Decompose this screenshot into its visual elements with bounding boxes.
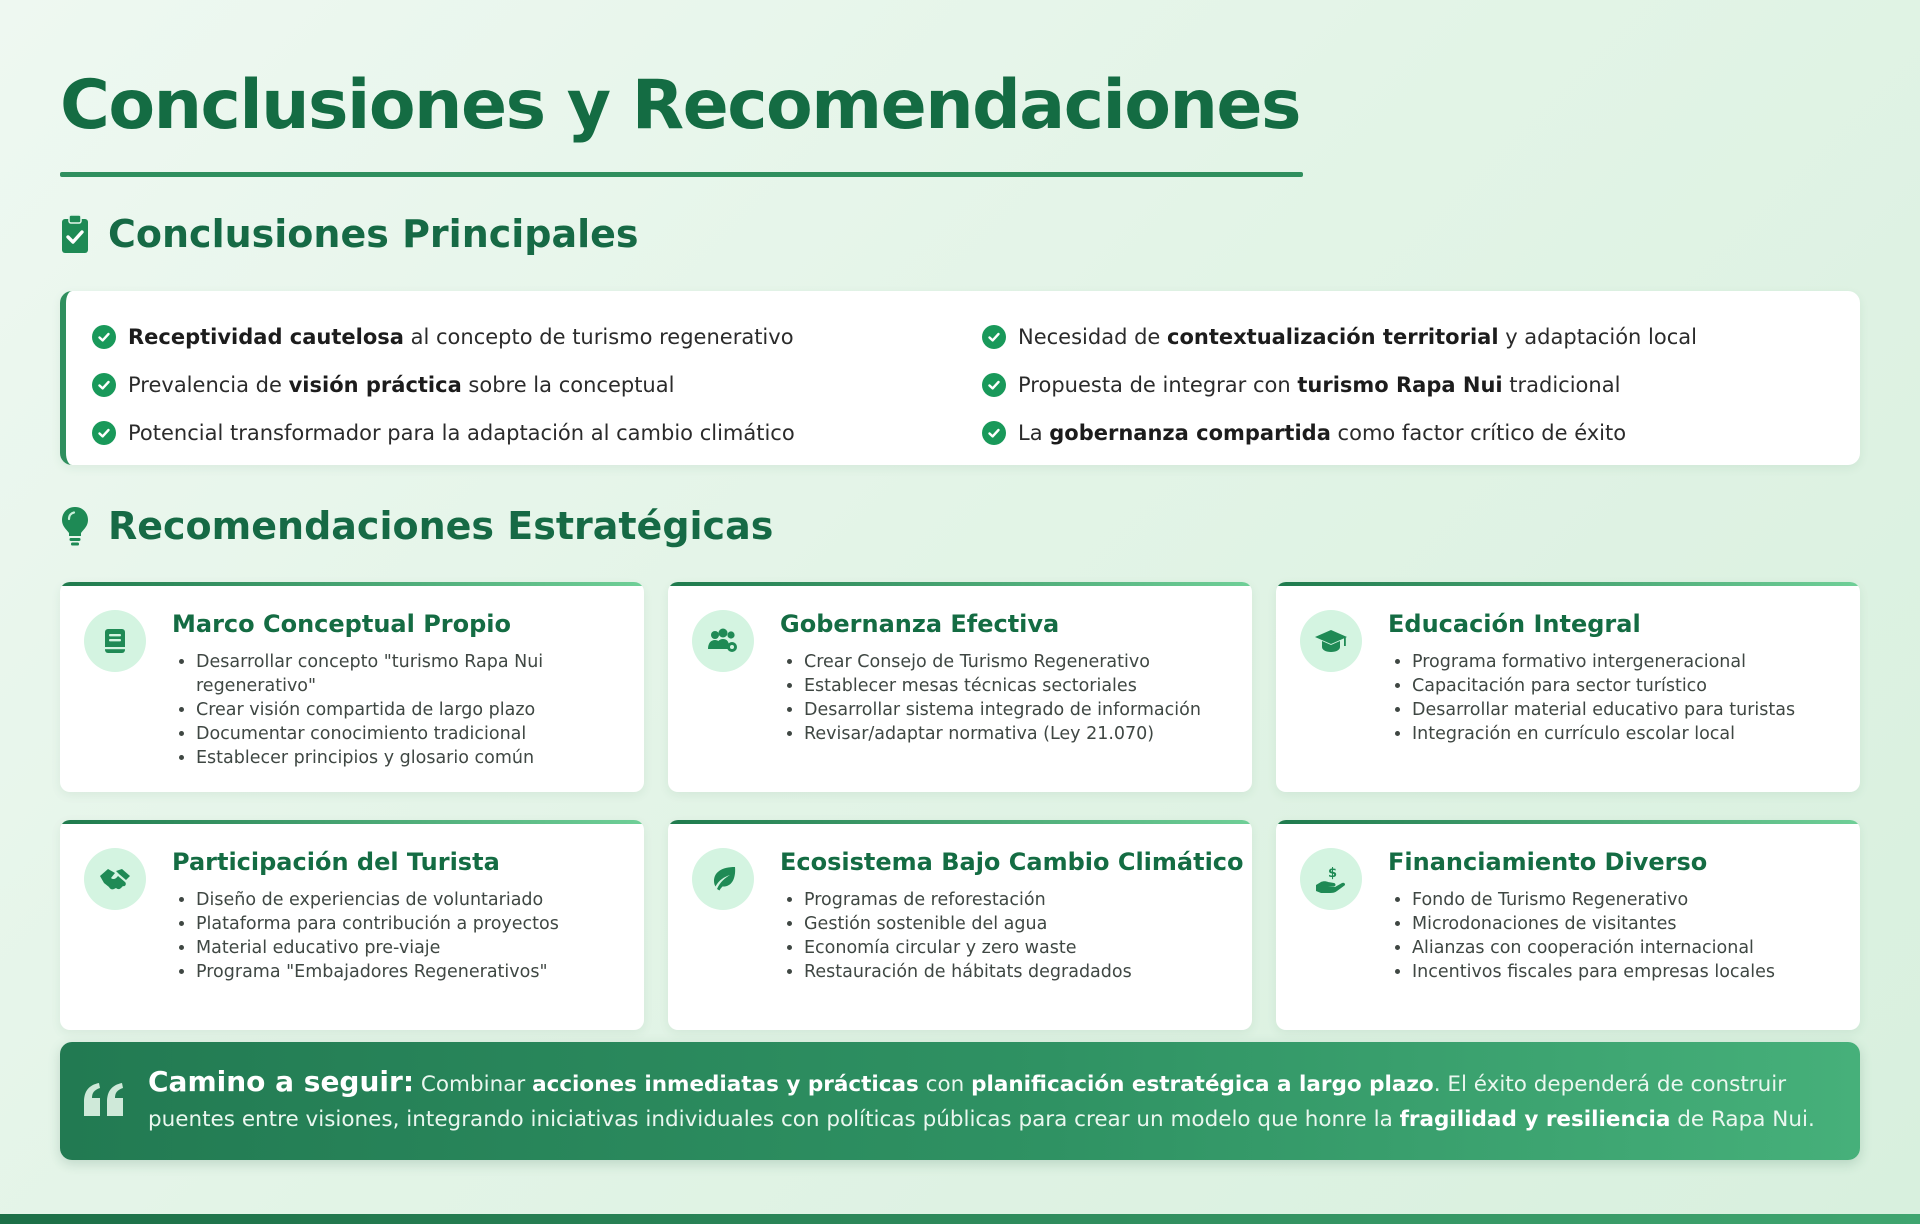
recommendation-list (172, 888, 624, 984)
card-accent-bar (668, 582, 1252, 586)
check-circle-icon (982, 421, 1006, 445)
conclusion-text-before: La (1018, 421, 1050, 445)
recommendation-bullet: • Crear visión compartida de largo plazo (196, 698, 624, 722)
conclusion-item (92, 313, 795, 361)
card-accent-bar (60, 820, 644, 824)
conclusion-item (92, 361, 795, 409)
recommendation-card (668, 820, 1252, 1030)
conclusion-text-after: sobre la conceptual (461, 373, 675, 397)
conclusions-heading (60, 212, 639, 256)
conclusion-text-bold: turismo Rapa Nui (1297, 373, 1503, 397)
conclusion-text (128, 373, 674, 397)
clipboard-check-icon (60, 212, 90, 256)
conclusion-text-after: como factor crítico de éxito (1330, 421, 1627, 445)
recommendation-card (60, 582, 644, 792)
recommendation-bullet: • Integración en currículo escolar local (1412, 722, 1840, 746)
recommendation-list (172, 650, 624, 770)
closing-bold-2: planificación estratégica a largo plazo (971, 1072, 1434, 1097)
conclusion-text (1018, 421, 1626, 445)
conclusions-card (60, 291, 1860, 465)
conclusions-left-column (92, 313, 795, 457)
conclusion-text (128, 421, 795, 445)
recommendation-bullet: • Incentivos fiscales para empresas locales (1412, 960, 1840, 984)
recommendation-bullet: • Alianzas con cooperación internacional (1412, 936, 1840, 960)
recommendation-bullet: • Establecer mesas técnicas sectoriales (804, 674, 1232, 698)
recommendation-title: Gobernanza Efectiva (780, 610, 1060, 638)
lightbulb-icon (60, 504, 90, 548)
check-circle-icon (92, 325, 116, 349)
conclusion-text (1018, 373, 1620, 397)
conclusions-title: Conclusiones Principales (108, 212, 639, 256)
hand-holding-dollar-icon (1300, 848, 1362, 910)
recommendation-list (780, 888, 1232, 984)
check-circle-icon (982, 325, 1006, 349)
recommendation-card (668, 582, 1252, 792)
conclusion-text-bold: visión práctica (288, 373, 462, 397)
recommendation-title: Marco Conceptual Propio (172, 610, 511, 638)
conclusion-item (982, 313, 1697, 361)
card-accent-bar (668, 820, 1252, 824)
recommendation-bullet: • Plataforma para contribución a proyectos (196, 912, 624, 936)
recommendation-title: Participación del Turista (172, 848, 500, 876)
closing-bold-1: acciones inmediatas y prácticas (532, 1072, 919, 1097)
graduation-cap-icon (1300, 610, 1362, 672)
quote-icon (82, 1082, 126, 1118)
recommendation-bullet: • Revisar/adaptar normativa (Ley 21.070) (804, 722, 1232, 746)
conclusion-item (982, 409, 1697, 457)
conclusion-text-after: tradicional (1502, 373, 1621, 397)
conclusion-item (982, 361, 1697, 409)
closing-lead: Camino a seguir: (148, 1065, 415, 1098)
title-underline (60, 172, 1303, 177)
closing-callout (60, 1042, 1860, 1160)
book-icon (84, 610, 146, 672)
recommendation-bullet: • Restauración de hábitats degradados (804, 960, 1232, 984)
recommendation-list (1388, 888, 1840, 984)
handshake-icon (84, 848, 146, 910)
conclusion-text (1018, 325, 1697, 349)
card-accent-bar (60, 582, 644, 586)
recommendation-bullet: • Fondo de Turismo Regenerativo (1412, 888, 1840, 912)
users-gear-icon (692, 610, 754, 672)
recommendation-bullet: • Desarrollar material educativo para turistas (1412, 698, 1840, 722)
recommendation-bullet: • Programa formativo intergeneracional (1412, 650, 1840, 674)
recommendation-card (60, 820, 644, 1030)
closing-text-1: Combinar (414, 1072, 533, 1097)
recommendation-bullet: • Programa "Embajadores Regenerativos" (196, 960, 624, 984)
conclusion-text-bold: Receptividad cautelosa (128, 325, 404, 349)
page-title: Conclusiones y Recomendaciones (60, 66, 1301, 145)
recommendation-bullet: • Diseño de experiencias de voluntariado (196, 888, 624, 912)
svg-text:$: $ (1328, 866, 1338, 881)
conclusions-right-column (982, 313, 1697, 457)
check-circle-icon (92, 421, 116, 445)
recommendation-card (1276, 582, 1860, 792)
check-circle-icon (92, 373, 116, 397)
conclusion-text (128, 325, 794, 349)
recommendation-bullet: • Economía circular y zero waste (804, 936, 1232, 960)
recommendation-bullet: • Capacitación para sector turístico (1412, 674, 1840, 698)
recommendation-bullet: • Crear Consejo de Turismo Regenerativo (804, 650, 1232, 674)
conclusion-text-before: Potencial transformador para la adaptación al cambio climático (128, 421, 795, 445)
recommendation-card (1276, 820, 1860, 1030)
card-accent-bar (1276, 582, 1860, 586)
recommendation-bullet: • Establecer principios y glosario común (196, 746, 624, 770)
recommendation-bullet: • Programas de reforestación (804, 888, 1232, 912)
footer-bar (0, 1214, 1920, 1224)
recommendations-title: Recomendaciones Estratégicas (108, 504, 774, 548)
recommendation-list (780, 650, 1232, 746)
recommendation-bullet: • Gestión sostenible del agua (804, 912, 1232, 936)
recommendation-title: Educación Integral (1388, 610, 1641, 638)
closing-text-4: de Rapa Nui. (1670, 1107, 1815, 1132)
conclusion-text-bold: gobernanza compartida (1049, 421, 1331, 445)
conclusion-text-after: y adaptación local (1498, 325, 1697, 349)
card-accent-bar (1276, 820, 1860, 824)
recommendations-heading (60, 504, 773, 548)
conclusion-text-before: Prevalencia de (128, 373, 289, 397)
check-circle-icon (982, 373, 1006, 397)
conclusion-text-bold: contextualización territorial (1167, 325, 1499, 349)
closing-text-2: con (918, 1072, 972, 1097)
closing-text (148, 1064, 1820, 1137)
closing-text-3: . El éxito dependerá de construir puentes entre visiones, integrando iniciativas individuales con políticas públicas para crear un modelo que honre la (148, 1072, 1787, 1132)
recommendation-bullet: • Desarrollar concepto "turismo Rapa Nui regenerativo" (196, 650, 624, 698)
conclusion-text-before: Necesidad de (1018, 325, 1167, 349)
recommendation-bullet: • Material educativo pre-viaje (196, 936, 624, 960)
recommendation-bullet: • Microdonaciones de visitantes (1412, 912, 1840, 936)
leaf-icon (692, 848, 754, 910)
recommendation-title: Financiamiento Diverso (1388, 848, 1708, 876)
conclusion-item (92, 409, 795, 457)
conclusion-text-after: al concepto de turismo regenerativo (403, 325, 794, 349)
recommendation-title: Ecosistema Bajo Cambio Climático (780, 848, 1244, 876)
closing-bold-3: fragilidad y resiliencia (1399, 1107, 1671, 1132)
conclusion-text-before: Propuesta de integrar con (1018, 373, 1298, 397)
recommendation-bullet: • Documentar conocimiento tradicional (196, 722, 624, 746)
recommendation-list (1388, 650, 1840, 746)
recommendation-bullet: • Desarrollar sistema integrado de información (804, 698, 1232, 722)
